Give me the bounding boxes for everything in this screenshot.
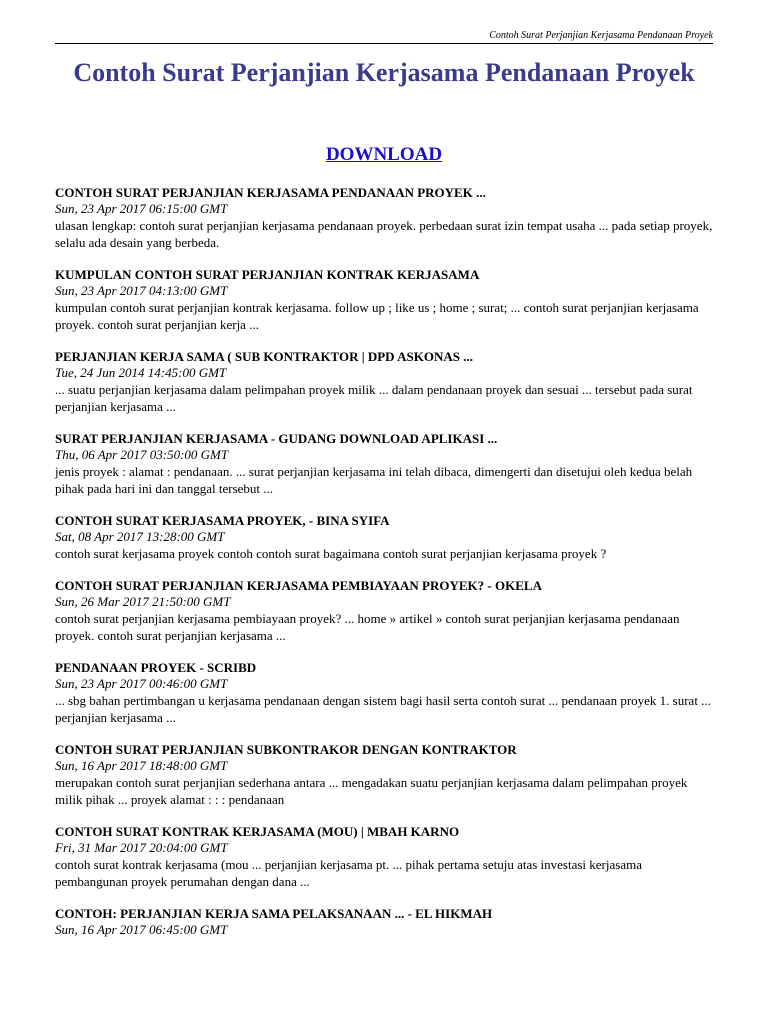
result-snippet: merupakan contoh surat perjanjian sederhana antara ... mengadakan suatu perjanjian kerjasama dalam pelimpahan proyek milik pihak ... proyek alamat : : : pendanaan <box>55 775 688 807</box>
result-snippet: contoh surat kerjasama proyek contoh contoh surat bagaimana contoh surat perjanjian kerjasama proyek ? <box>55 546 607 561</box>
running-header: Contoh Surat Perjanjian Kerjasama Pendanaan Proyek <box>489 30 713 41</box>
result-date: Sun, 23 Apr 2017 04:13:00 GMT <box>55 283 228 298</box>
result-title: CONTOH SURAT KERJASAMA PROYEK, - BINA SYIFA <box>55 513 390 528</box>
result-title: SURAT PERJANJIAN KERJASAMA - GUDANG DOWNLOAD APLIKASI ... <box>55 431 498 446</box>
page-title: Contoh Surat Perjanjian Kerjasama Pendanaan Proyek <box>73 58 695 87</box>
result-snippet: contoh surat perjanjian kerjasama pembiayaan proyek? ... home » artikel » contoh surat perjanjian kerjasama pendanaan proyek. contoh surat perjanjian kerjasama ... <box>55 611 680 643</box>
list-item <box>55 905 713 938</box>
result-snippet: ... suatu perjanjian kerjasama dalam pelimpahan proyek milik ... dalam pendanaan proyek dan sesuai ... tersebut pada surat perjanjian kerjasama ... <box>55 382 693 414</box>
list-item <box>55 512 713 562</box>
result-snippet: jenis proyek : alamat : pendanaan. ... surat perjanjian kerjasama ini telah dibaca, dimengerti dan disetujui oleh kedua belah pihak pada hari ini dan tanggal tersebut ... <box>55 464 693 496</box>
list-item <box>55 823 713 890</box>
list-item <box>55 348 713 415</box>
result-title: CONTOH SURAT KONTRAK KERJASAMA (MOU) | MBAH KARNO <box>55 824 460 839</box>
result-title: CONTOH SURAT PERJANJIAN SUBKONTRAKOR DENGAN KONTRAKTOR <box>55 742 517 757</box>
result-date: Sun, 26 Mar 2017 21:50:00 GMT <box>55 594 231 609</box>
result-title: KUMPULAN CONTOH SURAT PERJANJIAN KONTRAK KERJASAMA <box>55 267 480 282</box>
list-item <box>55 659 713 726</box>
result-date: Sun, 16 Apr 2017 18:48:00 GMT <box>55 758 228 773</box>
result-title: PENDANAAN PROYEK - SCRIBD <box>55 660 257 675</box>
result-date: Sun, 16 Apr 2017 06:45:00 GMT <box>55 922 228 937</box>
result-date: Sun, 23 Apr 2017 00:46:00 GMT <box>55 676 228 691</box>
list-item <box>55 741 713 808</box>
results-list <box>55 184 713 953</box>
result-title: CONTOH SURAT PERJANJIAN KERJASAMA PENDANAAN PROYEK ... <box>55 185 486 200</box>
result-title: CONTOH SURAT PERJANJIAN KERJASAMA PEMBIAYAAN PROYEK? - OKELA <box>55 578 542 593</box>
result-title: PERJANJIAN KERJA SAMA ( SUB KONTRAKTOR | DPD ASKONAS ... <box>55 349 473 364</box>
list-item <box>55 266 713 333</box>
result-date: Sun, 23 Apr 2017 06:15:00 GMT <box>55 201 228 216</box>
result-snippet: ... sbg bahan pertimbangan u kerjasama pendanaan dengan sistem bagi hasil serta contoh surat ... pendanaan proyek 1. surat ... perjanjian kerjasama ... <box>55 693 711 725</box>
result-snippet: kumpulan contoh surat perjanjian kontrak kerjasama. follow up ; like us ; home ; surat; ... contoh surat perjanjian kerjasama proyek. contoh surat perjanjian kerja ... <box>55 300 699 332</box>
result-date: Thu, 06 Apr 2017 03:50:00 GMT <box>55 447 229 462</box>
download-link[interactable]: DOWNLOAD <box>325 144 443 165</box>
result-snippet: ulasan lengkap: contoh surat perjanjian kerjasama pendanaan proyek. perbedaan surat izin tempat usaha ... pada setiap proyek, selalu ada desain yang berbeda. <box>55 218 713 250</box>
result-date: Tue, 24 Jun 2014 14:45:00 GMT <box>55 365 227 380</box>
list-item <box>55 184 713 251</box>
list-item <box>55 577 713 644</box>
result-date: Sat, 08 Apr 2017 13:28:00 GMT <box>55 529 225 544</box>
result-snippet: contoh surat kontrak kerjasama (mou ... perjanjian kerjasama pt. ... pihak pertama setuju atas investasi kerjasama pembangunan proyek perumahan dengan dana ... <box>55 857 642 889</box>
result-date: Fri, 31 Mar 2017 20:04:00 GMT <box>55 840 228 855</box>
result-title: CONTOH: PERJANJIAN KERJA SAMA PELAKSANAAN ... - EL HIKMAH <box>55 906 493 921</box>
list-item <box>55 430 713 497</box>
header-divider <box>55 43 713 44</box>
